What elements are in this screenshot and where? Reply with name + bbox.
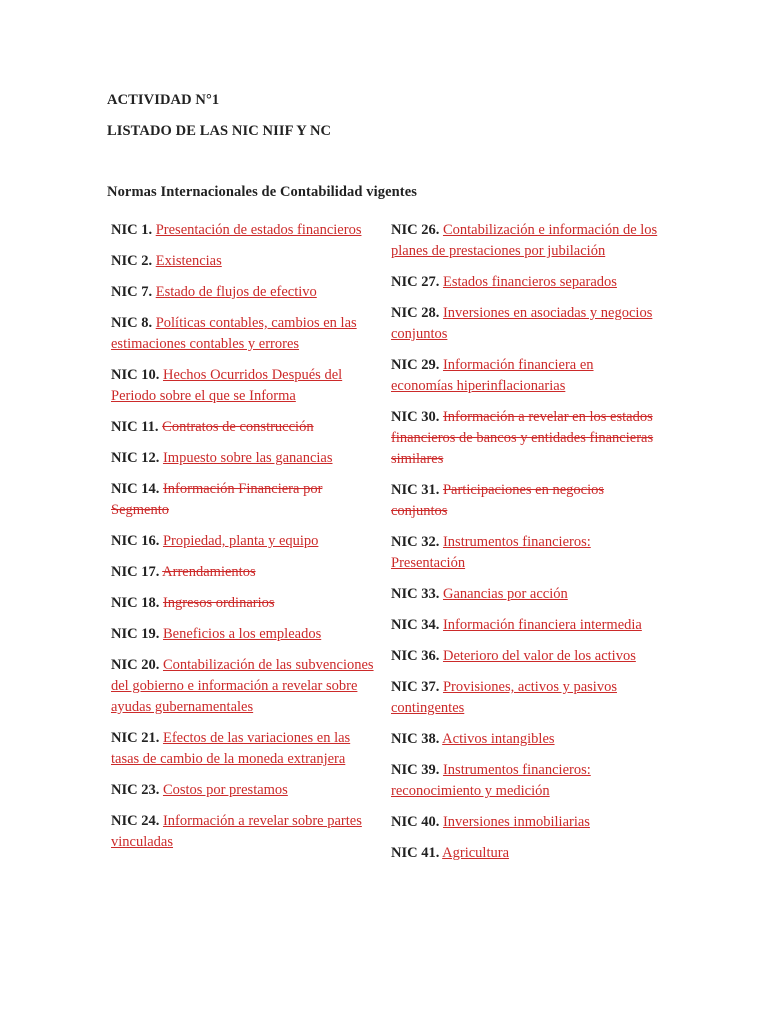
standard-code: NIC 39. <box>391 762 440 778</box>
standard-link[interactable]: Inversiones en asociadas y negocios conjuntos <box>391 305 653 342</box>
standard-item <box>391 220 659 262</box>
standard-code: NIC 28. <box>391 305 440 321</box>
standard-item <box>391 532 659 574</box>
standard-item <box>111 593 377 614</box>
standard-item <box>111 365 377 407</box>
standard-link-repealed[interactable]: Información Financiera por Segmento <box>111 481 323 518</box>
standard-item <box>111 811 377 853</box>
standard-code: NIC 32. <box>391 534 440 550</box>
standard-code: NIC 10. <box>111 367 160 383</box>
standard-item <box>391 843 659 864</box>
standard-link[interactable]: Presentación de estados financieros <box>155 222 362 238</box>
standard-item <box>391 615 659 636</box>
standard-link-repealed[interactable]: Participaciones en negocios conjuntos <box>391 482 605 519</box>
standard-link[interactable]: Agricultura <box>442 845 510 861</box>
standard-code: NIC 14. <box>111 481 160 497</box>
right-standards-column <box>391 220 659 874</box>
standard-item <box>391 677 659 719</box>
standard-link[interactable]: Hechos Ocurridos Después del Periodo sobre el que se Informa <box>111 367 343 404</box>
standard-item <box>391 272 659 293</box>
standard-code: NIC 19. <box>111 626 160 642</box>
standard-link[interactable]: Existencias <box>155 253 222 269</box>
section-heading: Normas Internacionales de Contabilidad vigentes <box>107 184 418 200</box>
standard-item <box>111 282 377 303</box>
standard-item <box>391 584 659 605</box>
standard-code: NIC 17. <box>111 564 160 580</box>
standard-item <box>391 303 659 345</box>
standard-item <box>111 531 377 552</box>
standard-link[interactable]: Estado de flujos de efectivo <box>155 284 317 300</box>
standard-item <box>391 729 659 750</box>
standard-item <box>111 624 377 645</box>
standard-link[interactable]: Información financiera intermedia <box>442 617 642 633</box>
standard-item <box>111 479 377 521</box>
standard-link[interactable]: Información financiera en economías hiperinflacionarias <box>391 357 594 394</box>
standard-item <box>111 251 377 272</box>
list-title: LISTADO DE LAS NIC NIIF Y NC <box>107 123 332 139</box>
standard-code: NIC 18. <box>111 595 160 611</box>
left-standards-column <box>111 220 377 863</box>
standard-item <box>391 646 659 667</box>
standard-link[interactable]: Contabilización de las subvenciones del gobierno e información a revelar sobre ayudas gubernamentales <box>111 657 374 715</box>
standard-code: NIC 12. <box>111 450 160 466</box>
standard-link[interactable]: Estados financieros separados <box>442 274 617 290</box>
standard-code: NIC 41. <box>391 845 440 861</box>
standard-link[interactable]: Inversiones inmobiliarias <box>442 814 590 830</box>
standard-link-repealed[interactable]: Información a revelar en los estados financieros de bancos y entidades financieras similares <box>391 409 654 467</box>
standard-link[interactable]: Impuesto sobre las ganancias <box>162 450 333 466</box>
standard-link[interactable]: Instrumentos financieros: Presentación <box>391 534 591 571</box>
standard-code: NIC 36. <box>391 648 440 664</box>
standard-code: NIC 24. <box>111 813 160 829</box>
standard-code: NIC 16. <box>111 533 160 549</box>
standard-item <box>391 355 659 397</box>
standard-link[interactable]: Instrumentos financieros: reconocimiento y medición <box>391 762 591 799</box>
standard-item <box>111 313 377 355</box>
standard-code: NIC 37. <box>391 679 440 695</box>
standard-code: NIC 11. <box>111 419 159 435</box>
standard-item <box>391 407 659 470</box>
standard-item <box>111 728 377 770</box>
standard-code: NIC 26. <box>391 222 440 238</box>
activity-title: ACTIVIDAD N°1 <box>107 92 220 108</box>
standard-code: NIC 33. <box>391 586 440 602</box>
standard-code: NIC 34. <box>391 617 440 633</box>
standard-link[interactable]: Provisiones, activos y pasivos contingentes <box>391 679 617 716</box>
standard-link[interactable]: Políticas contables, cambios en las estimaciones contables y errores <box>111 315 357 352</box>
standard-item <box>391 760 659 802</box>
standard-link[interactable]: Información a revelar sobre partes vinculadas <box>111 813 362 850</box>
standard-link-repealed[interactable]: Ingresos ordinarios <box>162 595 275 611</box>
standard-code: NIC 29. <box>391 357 440 373</box>
standard-item <box>111 780 377 801</box>
standard-code: NIC 40. <box>391 814 440 830</box>
standard-link[interactable]: Contabilización e información de los planes de prestaciones por jubilación <box>391 222 658 259</box>
standard-code: NIC 23. <box>111 782 160 798</box>
standard-item <box>391 480 659 522</box>
standard-link-repealed[interactable]: Contratos de construcción <box>162 419 314 435</box>
standard-item <box>391 812 659 833</box>
standard-code: NIC 7. <box>111 284 153 300</box>
standard-link[interactable]: Ganancias por acción <box>442 586 568 602</box>
standard-code: NIC 31. <box>391 482 440 498</box>
standard-item <box>111 562 377 583</box>
standard-item <box>111 448 377 469</box>
standard-code: NIC 30. <box>391 409 440 425</box>
standard-link[interactable]: Efectos de las variaciones en las tasas de cambio de la moneda extranjera <box>111 730 351 767</box>
standard-link[interactable]: Beneficios a los empleados <box>162 626 322 642</box>
standard-link-repealed[interactable]: Arrendamientos <box>162 564 256 580</box>
standard-link[interactable]: Activos intangibles <box>442 731 555 747</box>
standard-link[interactable]: Costos por prestamos <box>162 782 288 798</box>
standard-code: NIC 21. <box>111 730 160 746</box>
standard-code: NIC 27. <box>391 274 440 290</box>
standard-code: NIC 8. <box>111 315 153 331</box>
standard-link[interactable]: Deterioro del valor de los activos <box>442 648 636 664</box>
standard-link[interactable]: Propiedad, planta y equipo <box>162 533 319 549</box>
standard-code: NIC 2. <box>111 253 153 269</box>
standard-code: NIC 20. <box>111 657 160 673</box>
standard-item <box>111 220 377 241</box>
standard-code: NIC 38. <box>391 731 440 747</box>
standard-item <box>111 417 377 438</box>
standard-code: NIC 1. <box>111 222 153 238</box>
standard-item <box>111 655 377 718</box>
